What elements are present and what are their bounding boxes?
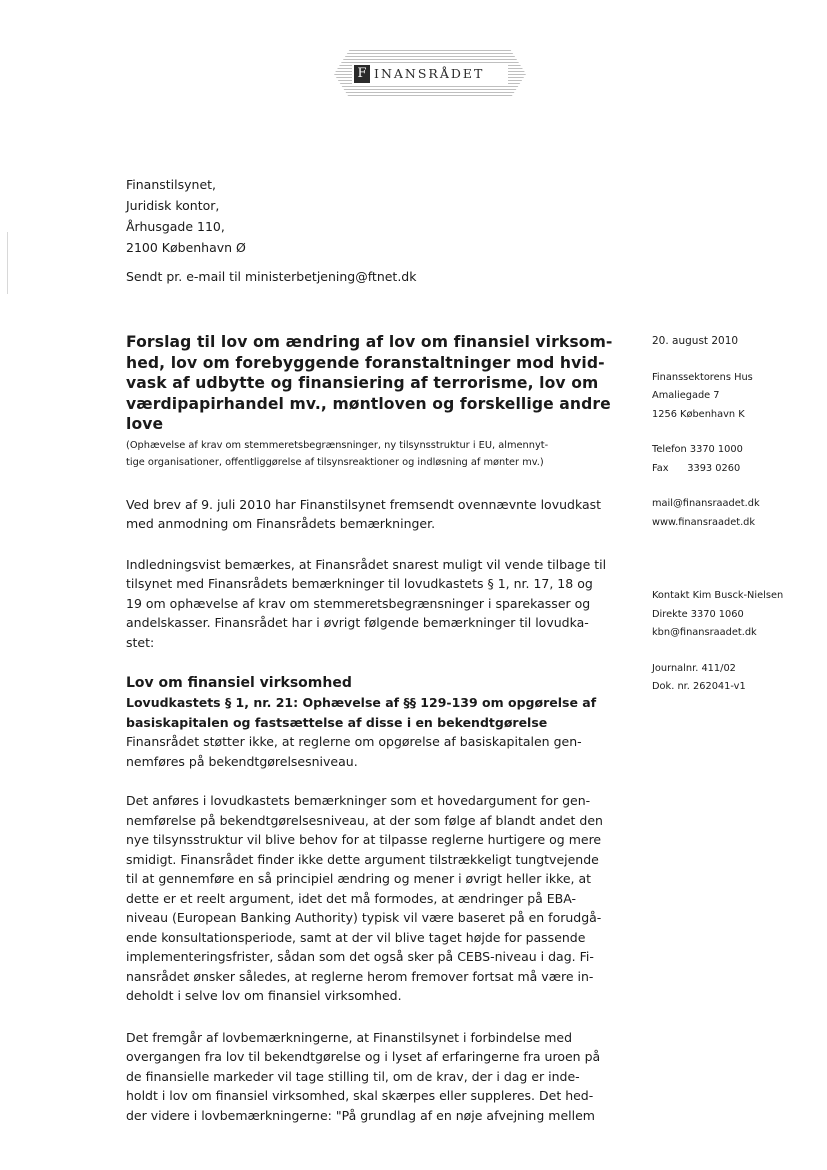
text-line: implementeringsfrister, sådan som det også sker på CEBS-niveau i dag. Fi-: [126, 949, 594, 964]
text-line: dette er et reelt argument, idet det må formodes, at ændringer på EBA-: [126, 890, 577, 906]
text-line: andelskasser. Finansrådet har i øvrigt følgende bemærkninger til lovudka-: [126, 615, 589, 630]
contact-block: [652, 587, 822, 643]
text-line: Det fremgår af lovbemærkningerne, at Finanstilsynet i forbindelse med: [126, 1029, 573, 1045]
section-heading: Lov om finansiel virksomhed: [126, 675, 352, 691]
logo-name: INANSRÅDET: [374, 66, 485, 81]
letter-body: [126, 332, 613, 1125]
address-line: 2100 København Ø: [126, 240, 246, 255]
text-line: stet:: [126, 634, 155, 650]
paragraph-preliminary: [126, 555, 610, 653]
paragraph-argument: [126, 791, 610, 1006]
title-line: værdipapirhandel mv., møntloven og forskellige andre: [126, 394, 611, 413]
text-line: de finansielle markeder vil tage stilling til, om de krav, der i dag er inde-: [126, 1068, 580, 1084]
sub-heading-line: Lovudkastets § 1, nr. 21: Ophævelse af §§ 129-139 om opgørelse af: [126, 695, 597, 710]
sender-phone: Telefon 3370 1000: [652, 444, 743, 455]
text-line: smidigt. Finansrådet finder ikke dette argument tilstrækkeligt tungtvejende: [126, 851, 599, 867]
text-line: tilsynet med Finansrådets bemærkninger til lovudkastets § 1, nr. 17, 18 og: [126, 576, 593, 591]
text-line: nemføres på bekendtgørelsesniveau.: [126, 753, 358, 769]
text-line: Indledningsvist bemærkes, at Finansrådet snarest muligt vil vende tilbage til: [126, 556, 607, 572]
address-line: Århusgade 110,: [126, 219, 225, 234]
contact-direct-phone: Direkte 3370 1060: [652, 608, 744, 620]
sent-by-email-line: Sendt pr. e-mail til ministerbetjening@ftnet.dk: [126, 269, 417, 284]
finansraadet-logo: [334, 50, 526, 98]
phone-block: [652, 441, 822, 478]
recipient-address: [126, 174, 246, 258]
subtitle-line: tige organisationer, offentliggørelse af tilsynsreaktioner og indløsning af mønter mv.): [126, 456, 544, 468]
text-line: ende konsultationsperiode, samt at der vil blive taget højde for passende: [126, 929, 586, 945]
letter-subtitle: [126, 437, 610, 471]
text-line: deholdt i selve lov om finansiel virksomhed.: [126, 988, 402, 1003]
text-line: til at gennemføre en så principiel ændring og mener i øvrigt heller ikke, at: [126, 871, 592, 886]
letter-date: 20. august 2010: [652, 335, 739, 347]
text-line: nansrådet ønsker således, at reglerne herom fremover fortsat må være in-: [126, 968, 594, 984]
title-line: vask af udbytte og finansiering af terrorisme, lov om: [126, 374, 599, 392]
sender-city: 1256 København K: [652, 408, 745, 420]
text-line: Det anføres i lovudkastets bemærkninger som et hovedargument for gen-: [126, 793, 591, 808]
sender-fax: Fax 3393 0260: [652, 462, 741, 474]
logo-initial: F: [354, 65, 370, 83]
text-line: nemførelse på bekendtgørelsesniveau, at der som følge af blandt andet den: [126, 812, 603, 828]
sender-street: Amaliegade 7: [652, 390, 720, 401]
paragraph-remarks: [126, 1028, 610, 1126]
reference-block: [652, 660, 822, 697]
address-line: Juridisk kontor,: [126, 198, 220, 213]
text-line: nye tilsynsstruktur vil blive behov for at tilpasse reglerne hurtigere og mere: [126, 832, 602, 847]
date-block: [652, 332, 822, 351]
sender-website-link[interactable]: www.finansraadet.dk: [652, 516, 756, 528]
document-number: Dok. nr. 262041-v1: [652, 681, 746, 692]
margin-mark: [7, 232, 8, 294]
sender-email-link[interactable]: mail@finansraadet.dk: [652, 498, 760, 509]
address-line: Finanstilsynet,: [126, 177, 217, 192]
contact-email-link[interactable]: kbn@finansraadet.dk: [652, 627, 757, 638]
sub-heading-line: basiskapitalen og fastsættelse af disse i en bekendtgørelse: [126, 714, 548, 730]
title-line: hed, lov om forebyggende foranstaltninger mod hvid-: [126, 353, 605, 372]
subtitle-line: (Ophævelse af krav om stemmeretsbegrænsninger, ny tilsynsstruktur i EU, almennyt-: [126, 439, 549, 451]
sender-sidebar: [652, 332, 822, 697]
title-line: Forslag til lov om ændring af lov om finansiel virksom-: [126, 333, 613, 351]
paragraph-intro: [126, 495, 610, 534]
text-line: niveau (European Banking Authority) typisk vil være baseret på en forudgå-: [126, 910, 602, 925]
contact-person: Kontakt Kim Busck-Nielsen: [652, 590, 784, 601]
text-line: 19 om ophævelse af krav om stemmeretsbegrænsninger i sparekasser og: [126, 595, 591, 611]
web-block: [652, 495, 822, 532]
letter-title: [126, 332, 613, 435]
paragraph-support: [126, 732, 610, 771]
text-line: holdt i lov om finansiel virksomhed, skal skærpes eller suppleres. Det hed-: [126, 1088, 594, 1103]
text-line: med anmodning om Finansrådets bemærkninger.: [126, 516, 436, 531]
text-line: Ved brev af 9. juli 2010 har Finanstilsynet fremsendt ovennævnte lovudkast: [126, 496, 602, 512]
text-line: overgangen fra lov til bekendtgørelse og i lyset af erfaringerne fra uroen på: [126, 1049, 601, 1064]
sub-heading: [126, 693, 610, 732]
journal-number: Journalnr. 411/02: [652, 662, 736, 674]
title-line: love: [126, 415, 164, 433]
sender-address-block: [652, 369, 822, 425]
text-line: Finansrådet støtter ikke, at reglerne om opgørelse af basiskapitalen gen-: [126, 734, 582, 749]
sender-org: Finanssektorens Hus: [652, 371, 753, 383]
text-line: der videre i lovbemærkningerne: "På grundlag af en nøje afvejning mellem: [126, 1107, 595, 1123]
